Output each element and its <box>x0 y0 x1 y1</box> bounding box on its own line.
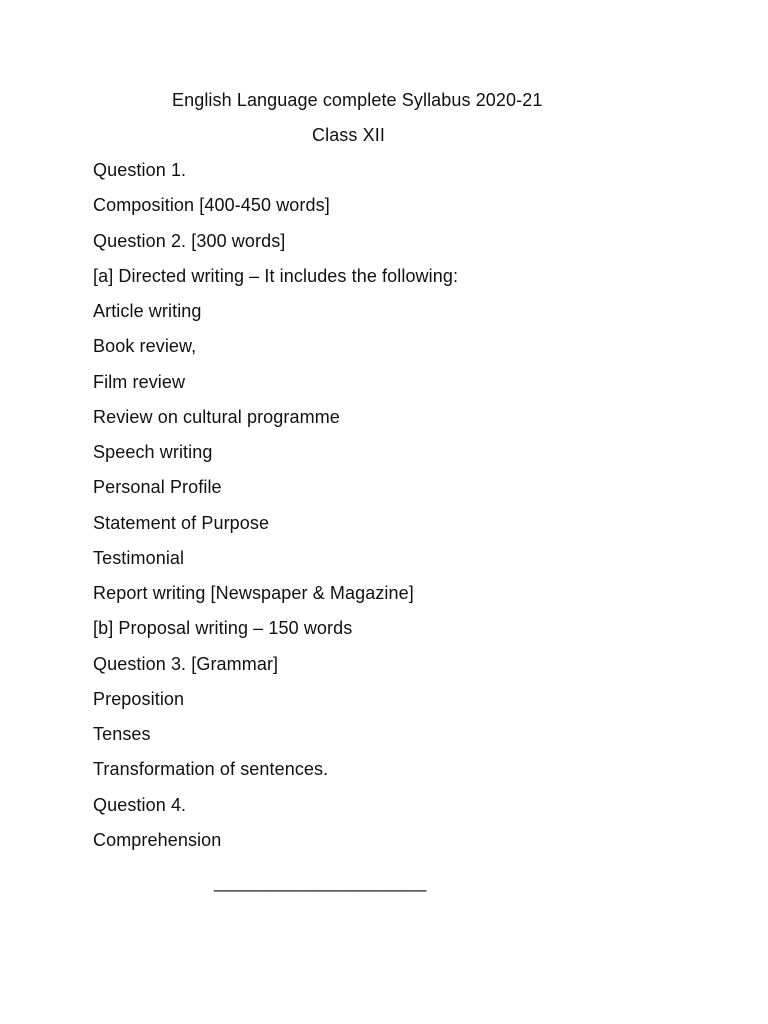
syllabus-line: Article writing <box>93 301 202 321</box>
syllabus-line: Question 1. <box>93 160 187 180</box>
document-title: English Language complete Syllabus 2020-21 <box>172 90 543 110</box>
closing-rule: _____________________ <box>214 872 427 892</box>
syllabus-line: [b] Proposal writing – 150 words <box>93 618 353 639</box>
syllabus-line: Review on cultural programme <box>93 406 340 427</box>
syllabus-line: Comprehension <box>93 829 222 850</box>
syllabus-line: Question 3. [Grammar] <box>93 653 279 674</box>
syllabus-line: Tenses <box>93 724 151 744</box>
syllabus-line: Testimonial <box>93 547 185 568</box>
syllabus-line: Book review, <box>93 336 197 357</box>
syllabus-line: Statement of Purpose <box>93 512 270 533</box>
syllabus-line: [a] Directed writing – It includes the following: <box>93 265 459 286</box>
syllabus-line: Question 2. [300 words] <box>93 230 286 251</box>
syllabus-line: Preposition <box>93 688 185 709</box>
syllabus-list <box>93 159 458 864</box>
syllabus-line: Composition [400-450 words] <box>93 195 330 216</box>
syllabus-line: Report writing [Newspaper & Magazine] <box>93 583 414 603</box>
syllabus-line: Question 4. <box>93 794 187 815</box>
document-subtitle: Class XII <box>312 125 385 145</box>
syllabus-line: Personal Profile <box>93 477 222 498</box>
syllabus-line: Transformation of sentences. <box>93 759 329 780</box>
syllabus-line: Film review <box>93 371 186 392</box>
syllabus-line: Speech writing <box>93 442 213 462</box>
